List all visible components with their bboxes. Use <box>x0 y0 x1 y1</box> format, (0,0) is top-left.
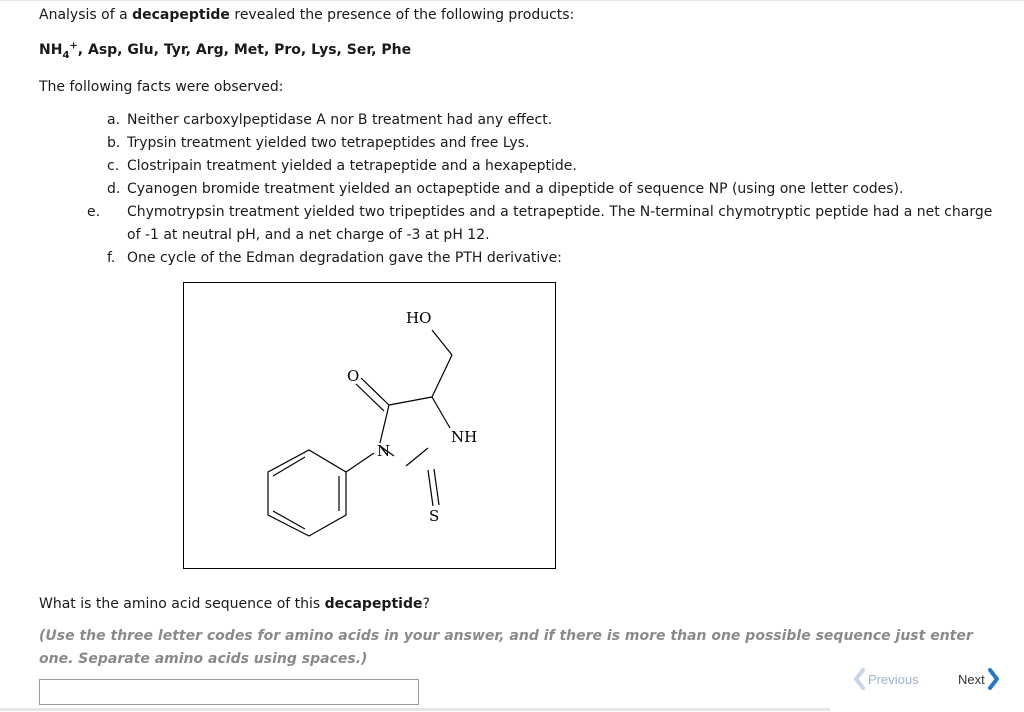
label-s: S <box>429 507 440 525</box>
pth-derivative-structure <box>183 282 556 569</box>
next-label: Next <box>958 671 985 687</box>
label-ho: HO <box>406 309 432 327</box>
fact-item: a. Neither carboxylpeptidase A nor B treatment had any effect. <box>107 112 553 128</box>
answer-instructions: (Use the three letter codes for amino acids in your answer, and if there is more than one possible sequence just enter one. Separate amino acids using spaces.) <box>39 628 973 667</box>
intro-text: Analysis of a decapeptide revealed the presence of the following products: <box>39 7 575 23</box>
answer-input[interactable] <box>39 679 419 705</box>
chevron-left-icon <box>852 668 866 690</box>
top-divider <box>0 0 1024 1</box>
question-bold-term: decapeptide <box>324 596 423 612</box>
bottom-divider <box>0 708 830 711</box>
question-text: What is the amino acid sequence of this decapeptide? <box>39 596 430 612</box>
structure-drawing <box>184 283 557 570</box>
fact-item: b. Trypsin treatment yielded two tetrapeptides and free Lys. <box>107 135 530 151</box>
next-button[interactable] <box>958 667 1001 691</box>
fact-item: c. Clostripain treatment yielded a tetrapeptide and a hexapeptide. <box>107 158 577 174</box>
previous-button[interactable] <box>852 667 919 691</box>
fact-item: f. One cycle of the Edman degradation gave the PTH derivative: <box>107 250 562 266</box>
fact-item: d. Cyanogen bromide treatment yielded an octapeptide and a dipeptide of sequence NP (using one letter codes). <box>107 181 904 197</box>
previous-label: Previous <box>868 671 919 687</box>
label-n: N <box>377 442 391 460</box>
label-o: O <box>347 367 360 385</box>
label-nh: NH <box>451 428 478 446</box>
intro-bold-term: decapeptide <box>132 7 230 23</box>
chevron-right-icon <box>987 668 1001 690</box>
products-list: $NH_4^+$, Asp, Glu, Tyr, Arg, Met, Pro, Lys, Ser, Phe <box>39 40 412 61</box>
facts-list <box>87 109 1007 270</box>
fact-item: e. Chymotrypsin treatment yielded two tripeptides and a tetrapeptide. The N-terminal chymotryptic peptide had a net charge of -1 at neutral pH, and a net charge of -3 at pH 12. <box>87 204 993 243</box>
facts-intro: The following facts were observed: <box>39 79 284 95</box>
